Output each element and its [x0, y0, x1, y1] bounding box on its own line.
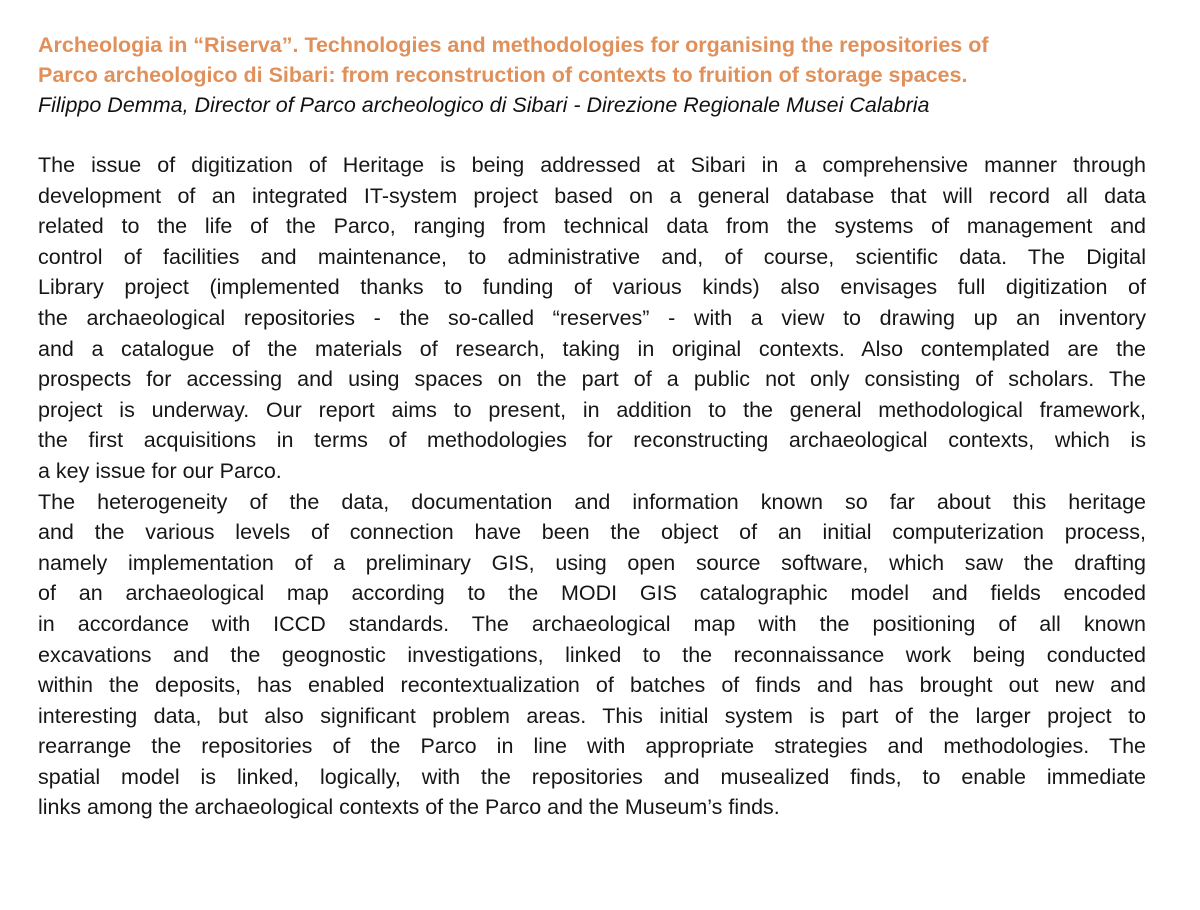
text-line: prospects for accessing and using spaces on the part of a public not only consisting of scholars. The — [38, 367, 1146, 392]
text-line: and a catalogue of the materials of research, taking in original contexts. Also contemplated are the — [38, 336, 1146, 361]
paragraph-2 — [38, 487, 1146, 824]
text-line: in accordance with ICCD standards. The archaeological map with the positioning of all known — [38, 611, 1146, 636]
text-line: rearrange the repositories of the Parco in line with appropriate strategies and methodologies. The — [38, 734, 1146, 759]
text-line: a key issue for our Parco. — [38, 458, 282, 483]
text-line: Library project (implemented thanks to funding of various kinds) also envisages full digitization of — [38, 275, 1146, 300]
paragraph-1 — [38, 150, 1146, 487]
text-line: project is underway. Our report aims to present, in addition to the general methodological framework, — [38, 397, 1146, 422]
title-line: Parco archeologico di Sibari: from reconstruction of contexts to fruition of storage spaces. — [38, 63, 968, 87]
text-line: control of facilities and maintenance, to administrative and, of course, scientific data. The Digital — [38, 244, 1146, 269]
document-page — [38, 30, 1146, 823]
text-line: spatial model is linked, logically, with the repositories and musealized finds, to enable immediate — [38, 764, 1146, 789]
text-line: excavations and the geognostic investigations, linked to the reconnaissance work being conducted — [38, 642, 1146, 667]
text-line: within the deposits, has enabled recontextualization of batches of finds and has brought out new and — [38, 673, 1146, 698]
title-line: Archeologia in “Riserva”. Technologies and methodologies for organising the repositories of — [38, 33, 989, 57]
text-line: development of an integrated IT-system project based on a general database that will record all data — [38, 183, 1146, 208]
text-line: namely implementation of a preliminary GIS, using open source software, which saw the drafting — [38, 550, 1146, 575]
text-line: The issue of digitization of Heritage is being addressed at Sibari in a comprehensive manner through — [38, 153, 1146, 177]
author-line: Filippo Demma, Director of Parco archeologico di Sibari - Direzione Regionale Musei Calabria — [38, 93, 930, 117]
text-line: related to the life of the Parco, ranging from technical data from the systems of management and — [38, 214, 1146, 239]
text-line: links among the archaeological contexts of the Parco and the Museum’s finds. — [38, 795, 780, 820]
text-line: interesting data, but also significant problem areas. This initial system is part of the larger project to — [38, 703, 1146, 728]
text-line: the archaeological repositories - the so-called “reserves” - with a view to drawing up an inventory — [38, 305, 1146, 330]
text-line: the first acquisitions in terms of methodologies for reconstructing archaeological contexts, which is — [38, 428, 1146, 453]
text-line: The heterogeneity of the data, documentation and information known so far about this heritage — [38, 489, 1146, 514]
abstract-body — [38, 150, 1146, 823]
text-line: of an archaeological map according to the MODI GIS catalographic model and fields encoded — [38, 581, 1146, 606]
text-line: and the various levels of connection have been the object of an initial computerization process, — [38, 520, 1146, 545]
document-title — [38, 30, 1146, 90]
